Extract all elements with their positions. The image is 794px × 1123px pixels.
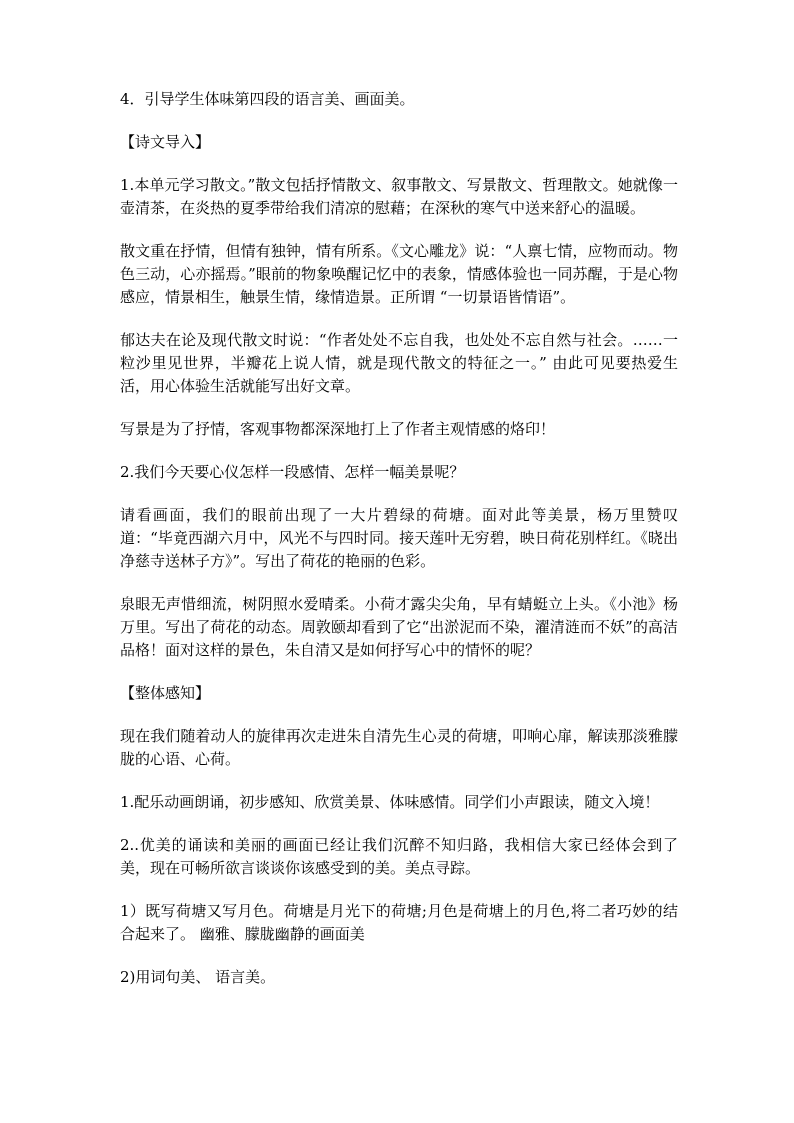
paragraph-xiao-chi-poem: 泉眼无声惜细流，树阴照水爱晴柔。小荷才露尖尖角，早有蜻蜓立上头。《小池》杨万里。写出了荷花的动态。周敦颐却看到了它“出淤泥而不染，濯清涟而不妖”的高洁品格！面对这样的景色，朱自清又是如何抒写心中的情怀的呢？ bbox=[120, 595, 678, 659]
objective-4: 4．引导学生体味第四段的语言美、画面美。 bbox=[120, 90, 415, 108]
paragraph-lotus-pond-intro: 现在我们随着动人的旋律再次走进朱自清先生心灵的荷塘，叩响心扉，解读那淡雅朦胧的心语、心荷。 bbox=[120, 727, 678, 768]
section-heading-overall-perception: 【整体感知】 bbox=[120, 684, 211, 702]
paragraph-point-2: 2)用词句美、 语言美。 bbox=[120, 968, 276, 986]
document-body bbox=[120, 88, 678, 989]
paragraph-yang-wanli-poem: 请看画面，我们的眼前出现了一大片碧绿的荷塘。面对此等美景，杨万里赞叹道：“毕竟西湖六月中，风光不与四时同。接天莲叶无穷碧，映日荷花别样红。《晓出净慈寺送林子方》”。写出了荷花的艳丽的色彩。 bbox=[120, 506, 678, 570]
section-heading-poem-intro: 【诗文导入】 bbox=[120, 133, 211, 151]
paragraph-prose-intro: 1.本单元学习散文。”散文包括抒情散文、叙事散文、写景散文、哲理散文。她就像一壶清茶，在炎热的夏季带给我们清凉的慰藉；在深秋的寒气中送来舒心的温暖。 bbox=[120, 176, 678, 217]
paragraph-lyricism: 散文重在抒情，但情有独钟，情有所系。《文心雕龙》说：“人禀七情，应物而动。物色三动，心亦摇焉。”眼前的物象唤醒记忆中的表象，情感体验也一同苏醒，于是心物感应，情景相生，触景生情，缘情造景。正所谓 “一切景语皆情语”。 bbox=[120, 242, 678, 306]
paragraph-scenery-emotion: 写景是为了抒情，客观事物都深深地打上了作者主观情感的烙印！ bbox=[120, 420, 556, 438]
paragraph-yu-dafu-quote: 郁达夫在论及现代散文时说：“作者处处不忘自我，也处处不忘自然与社会。……一粒沙里见世界，半瓣花上说人情，就是现代散文的特征之一。” 由此可见要热爱生活，用心体验生活就能写出好文章。 bbox=[120, 331, 678, 395]
paragraph-point-1: 1）既写荷塘又写月色。荷塘是月光下的荷塘;月色是荷塘上的月色,将二者巧妙的结合起来了。 幽雅、朦胧幽静的画面美 bbox=[120, 902, 678, 943]
paragraph-beauty-discussion: 2..优美的诵读和美丽的画面已经让我们沉醉不知归路，我相信大家已经体会到了美，现在可畅所欲言谈谈你该感受到的美。美点寻踪。 bbox=[120, 836, 678, 877]
paragraph-question: 2.我们今天要心仪怎样一段感情、怎样一幅美景呢？ bbox=[120, 463, 465, 481]
paragraph-recitation: 1.配乐动画朗诵，初步感知、欣赏美景、体味感情。同学们小声跟读，随文入境！ bbox=[120, 793, 660, 811]
